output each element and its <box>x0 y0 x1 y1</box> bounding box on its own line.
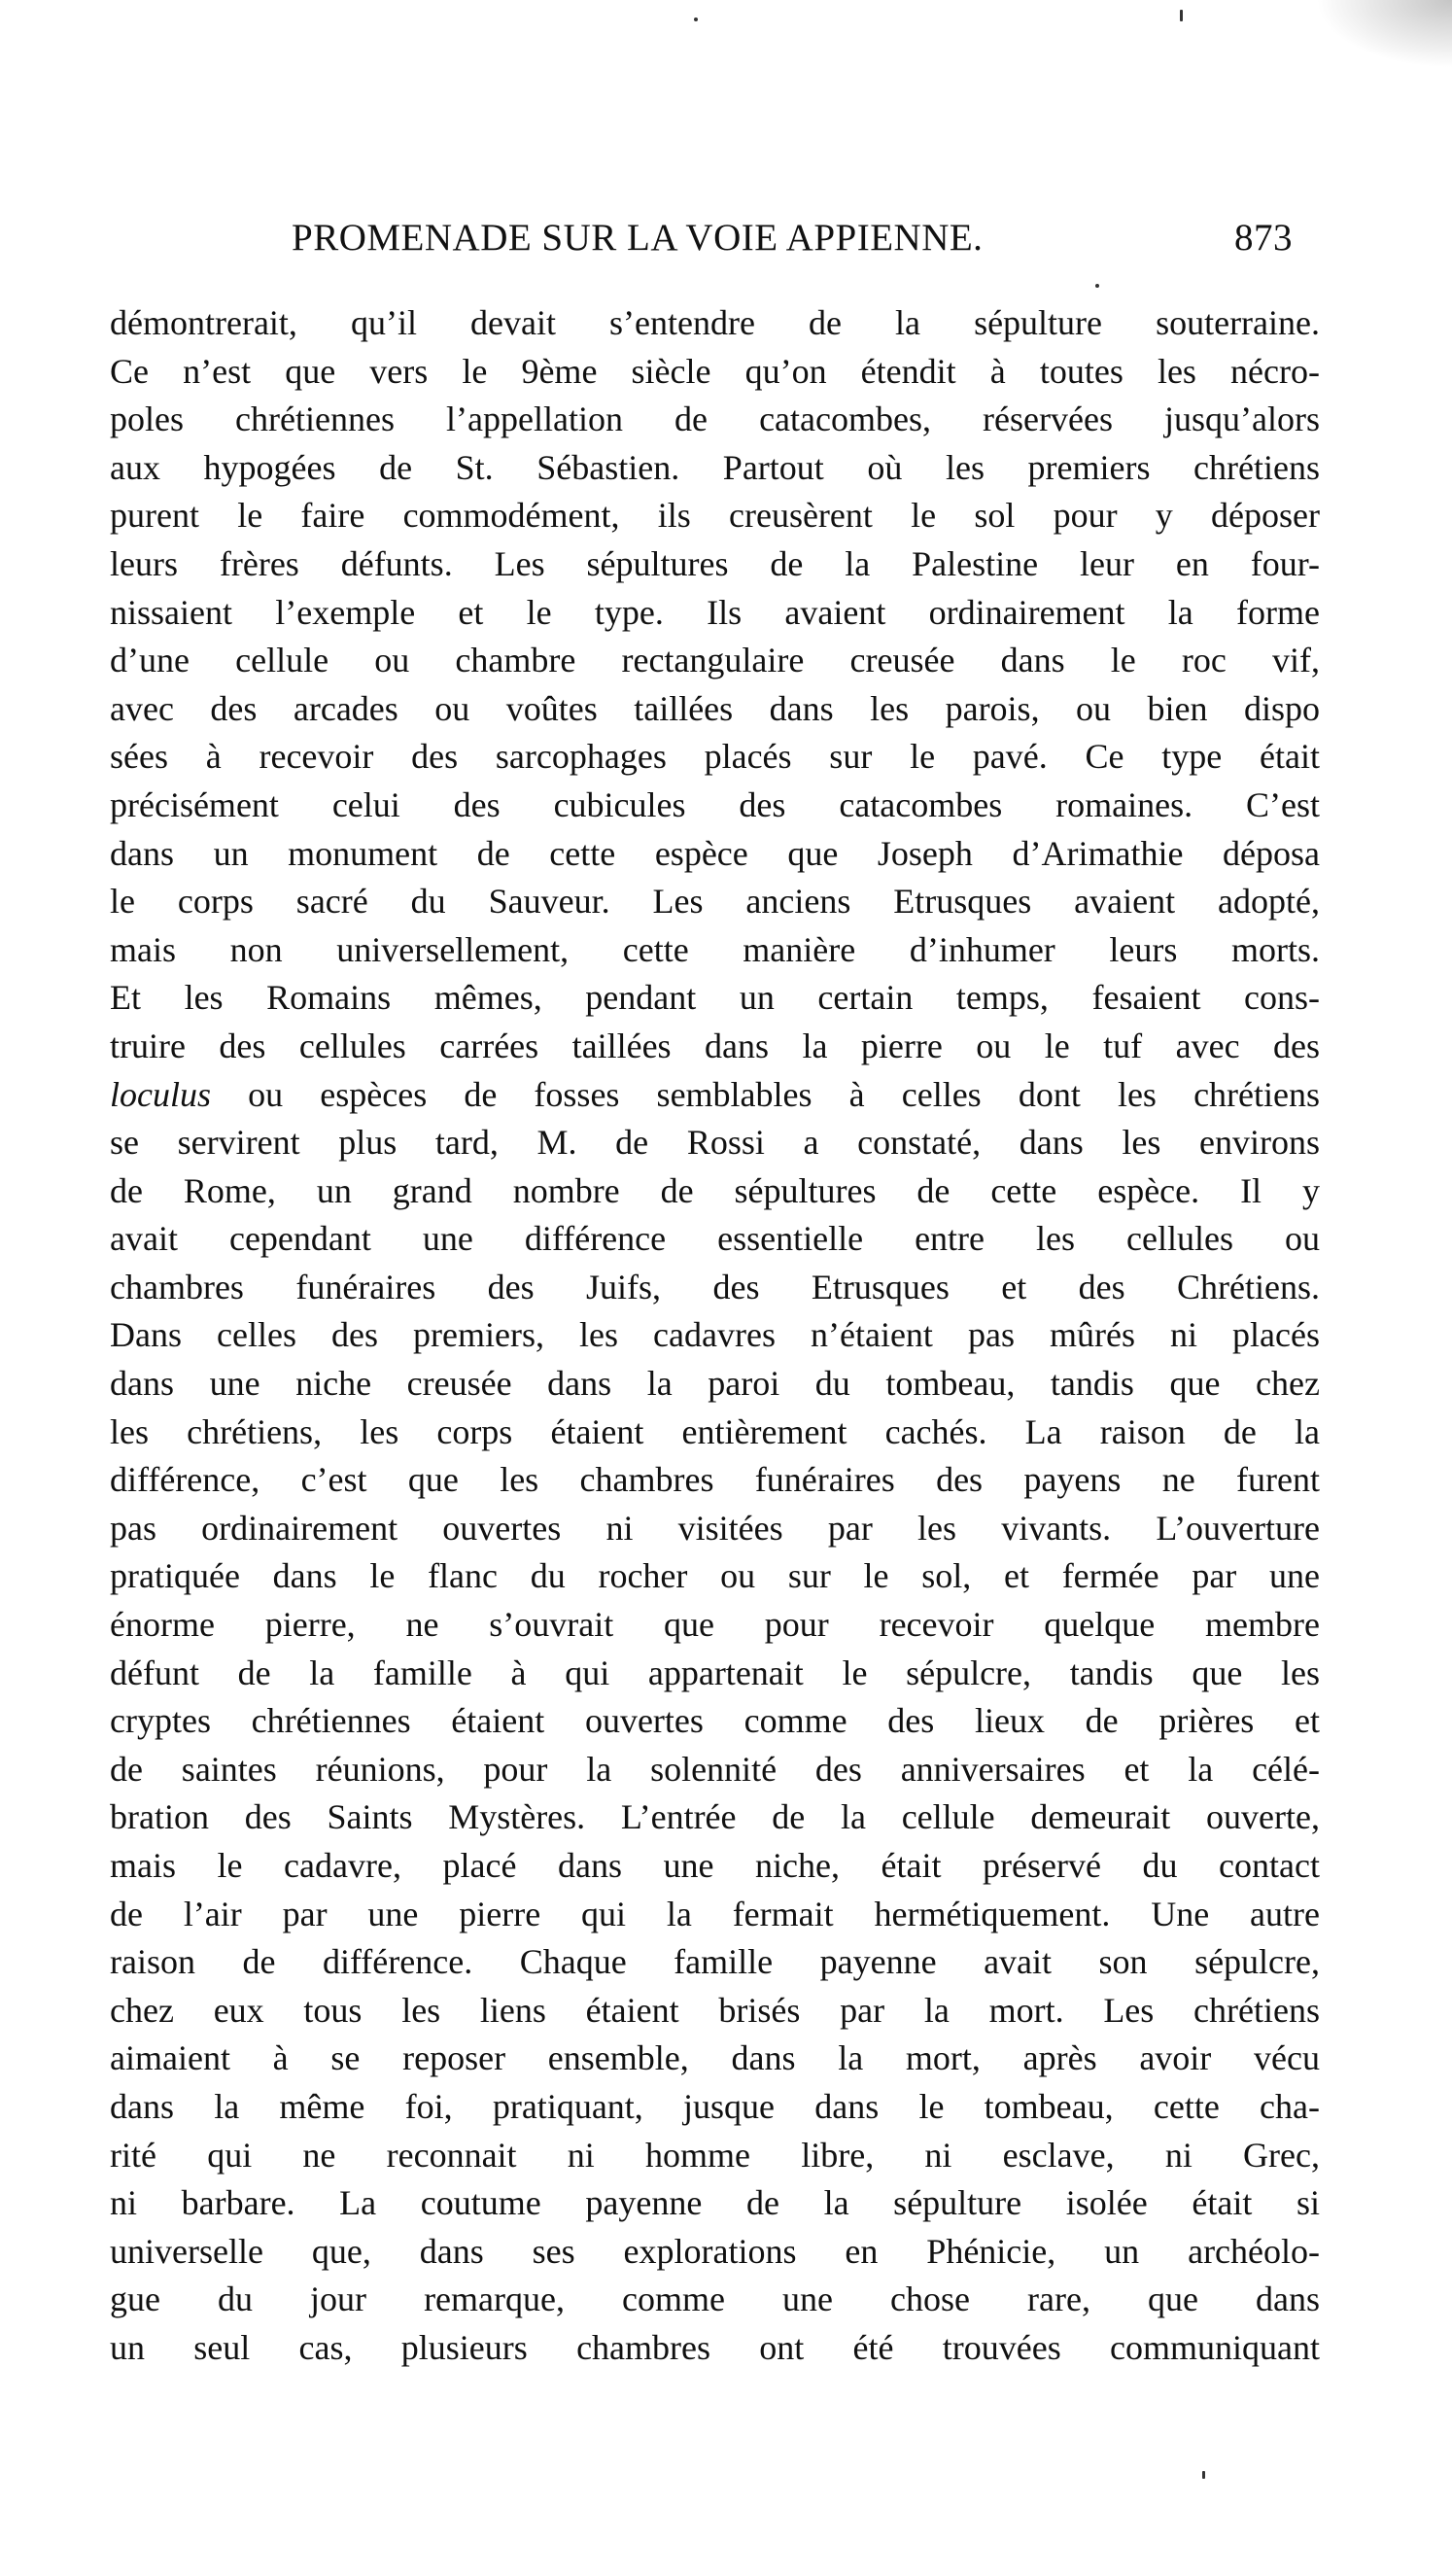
body-text <box>110 299 1320 2373</box>
text-line-rest: ou espèces de fosses semblables à celles dont les chrétiens <box>248 1074 1321 1114</box>
text-line-with-italic <box>110 1071 1320 1120</box>
running-title: PROMENADE SUR LA VOIE APPIENNE. <box>292 217 984 259</box>
ink-speck <box>1095 284 1099 288</box>
text-line: purent le faire commodément, ils creusèrent le sol pour y déposer <box>110 496 1320 536</box>
text-line: Ce n’est que vers le 9ème siècle qu’on étendit à toutes les nécro- <box>110 351 1320 391</box>
text-line: avait cependant une différence essentielle entre les cellules ou <box>110 1219 1320 1259</box>
text-line: Et les Romains mêmes, pendant un certain temps, fesaient cons- <box>110 978 1320 1018</box>
text-line: pas ordinairement ouvertes ni visitées par les vivants. L’ouverture <box>110 1508 1320 1548</box>
text-line: sées à recevoir des sarcophages placés sur le pavé. Ce type était <box>110 737 1320 777</box>
text-line: de Rome, un grand nombre de sépultures de cette espèce. Il y <box>110 1170 1320 1210</box>
text-line: précisément celui des cubicules des catacombes romaines. C’est <box>110 784 1320 824</box>
text-line: ni barbare. La coutume payenne de la sépulture isolée était si <box>110 2183 1320 2223</box>
text-line: de saintes réunions, pour la solennité des anniversaires et la célé- <box>110 1749 1320 1789</box>
text-line: énorme pierre, ne s’ouvrait que pour recevoir quelque membre <box>110 1605 1320 1645</box>
italic-term: loculus <box>110 1074 211 1114</box>
text-line: défunt de la famille à qui appartenait le sépulcre, tandis que les <box>110 1653 1320 1692</box>
text-line: de l’air par une pierre qui la fermait hermétiquement. Une autre <box>110 1894 1320 1933</box>
page-corner-smudge <box>1316 0 1452 68</box>
text-line: mais non universellement, cette manière d’inhumer leurs morts. <box>110 929 1320 969</box>
ink-speck <box>694 17 698 21</box>
text-line: gue du jour remarque, comme une chose rare, que dans <box>110 2280 1320 2319</box>
text-line: dans un monument de cette espèce que Joseph d’Arimathie déposa <box>110 833 1320 873</box>
text-line: chambres funéraires des Juifs, des Etrusques et des Chrétiens. <box>110 1267 1320 1306</box>
ink-speck <box>1202 2471 1205 2479</box>
text-line: universelle que, dans ses explorations en Phénicie, un archéolo- <box>110 2231 1320 2271</box>
text-line: bration des Saints Mystères. L’entrée de la cellule demeurait ouverte, <box>110 1797 1320 1837</box>
text-line: chez eux tous les liens étaient brisés par la mort. Les chrétiens <box>110 1990 1320 2030</box>
ink-speck <box>1180 10 1183 21</box>
text-line: leurs frères défunts. Les sépultures de la Palestine leur en four- <box>110 543 1320 583</box>
text-line: dans une niche creusée dans la paroi du tombeau, tandis que chez <box>110 1364 1320 1404</box>
text-line: mais le cadavre, placé dans une niche, était préservé du contact <box>110 1846 1320 1885</box>
text-line: cryptes chrétiennes étaient ouvertes comme des lieux de prières et <box>110 1701 1320 1741</box>
text-line: raison de différence. Chaque famille payenne avait son sépulcre, <box>110 1942 1320 1982</box>
page-number: 873 <box>1234 217 1293 259</box>
text-line: nissaient l’exemple et le type. Ils avaient ordinairement la forme <box>110 592 1320 632</box>
text-line: pratiquée dans le flanc du rocher ou sur le sol, et fermée par une <box>110 1556 1320 1596</box>
text-line: rité qui ne reconnait ni homme libre, ni esclave, ni Grec, <box>110 2135 1320 2175</box>
text-line: un seul cas, plusieurs chambres ont été trouvées communiquant <box>110 2327 1320 2367</box>
text-line: avec des arcades ou voûtes taillées dans les parois, ou bien dispo <box>110 688 1320 728</box>
text-line: le corps sacré du Sauveur. Les anciens Etrusques avaient adopté, <box>110 882 1320 922</box>
text-line: poles chrétiennes l’appellation de catacombes, réservées jusqu’alors <box>110 400 1320 439</box>
text-line: différence, c’est que les chambres funéraires des payens ne furent <box>110 1460 1320 1500</box>
text-line: aux hypogées de St. Sébastien. Partout où les premiers chrétiens <box>110 447 1320 487</box>
text-line: les chrétiens, les corps étaient entièrement cachés. La raison de la <box>110 1411 1320 1451</box>
text-line: d’une cellule ou chambre rectangulaire creusée dans le roc vif, <box>110 641 1320 680</box>
text-line: démontrerait, qu’il devait s’entendre de la sépulture souterraine. <box>110 303 1320 342</box>
running-header <box>292 216 1293 264</box>
text-line: truire des cellules carrées taillées dans la pierre ou le tuf avec des <box>110 1026 1320 1065</box>
text-line: aimaient à se reposer ensemble, dans la mort, après avoir vécu <box>110 2038 1320 2078</box>
text-line: Dans celles des premiers, les cadavres n’étaient pas mûrés ni placés <box>110 1315 1320 1355</box>
text-line: se servirent plus tard, M. de Rossi a constaté, dans les environs <box>110 1123 1320 1163</box>
text-line: dans la même foi, pratiquant, jusque dans le tombeau, cette cha- <box>110 2086 1320 2126</box>
